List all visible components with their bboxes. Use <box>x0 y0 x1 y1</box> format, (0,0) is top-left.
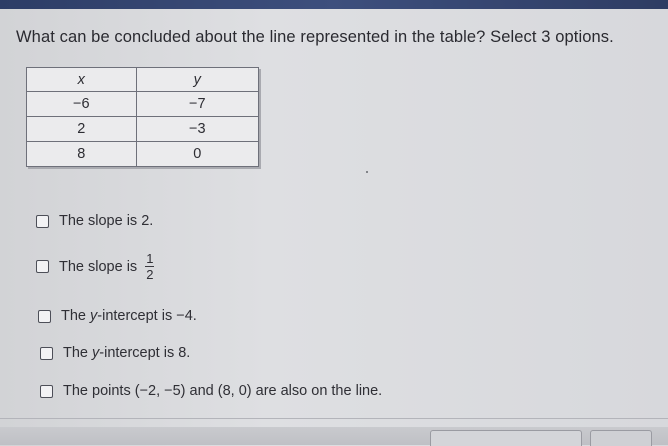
table-cell-y: −7 <box>136 92 258 117</box>
xy-table <box>26 67 259 167</box>
option-label <box>61 308 197 324</box>
option-label-prefix: The <box>63 345 93 361</box>
checkbox[interactable] <box>38 310 51 323</box>
column-header-x: x <box>27 68 137 92</box>
option-label <box>63 345 190 361</box>
fraction-denominator: 2 <box>146 267 154 282</box>
checkbox[interactable] <box>36 215 49 228</box>
screen-speck <box>366 171 368 173</box>
option-label-suffix: -intercept is −4. <box>97 308 197 324</box>
variable-y: y <box>90 308 98 324</box>
option-y-intercept-neg4[interactable] <box>38 308 197 324</box>
checkbox[interactable] <box>36 260 49 273</box>
question-prompt: What can be concluded about the line represented in the table? Select 3 options. <box>16 28 614 46</box>
option-label: The slope is 2. <box>59 213 154 229</box>
option-label: The points (−2, −5) and (8, 0) are also on the line. <box>63 383 383 399</box>
bottom-toolbar-button[interactable] <box>590 430 652 446</box>
table-cell-x: 8 <box>27 142 137 167</box>
bottom-toolbar-button[interactable] <box>430 430 582 446</box>
table-header-row <box>27 68 259 92</box>
top-banner <box>0 0 668 9</box>
table-row <box>27 117 259 142</box>
option-y-intercept-8[interactable] <box>40 345 190 361</box>
variable-y: y <box>92 345 100 361</box>
fraction <box>145 252 154 281</box>
table-cell-x: 2 <box>27 117 137 142</box>
table-row <box>27 142 259 167</box>
option-points-on-line[interactable] <box>40 383 382 399</box>
table-cell-y: 0 <box>136 142 258 167</box>
option-label-prefix: The <box>61 308 91 324</box>
option-label: The slope is <box>59 258 138 275</box>
column-header-y: y <box>136 68 258 92</box>
divider <box>0 418 668 419</box>
checkbox[interactable] <box>40 347 53 360</box>
option-slope-2[interactable] <box>36 213 153 229</box>
table-row <box>27 92 259 117</box>
table-cell-y: −3 <box>136 117 258 142</box>
table-cell-x: −6 <box>27 92 137 117</box>
fraction-numerator: 1 <box>146 251 154 266</box>
option-slope-one-half[interactable] <box>36 252 154 281</box>
option-label-suffix: -intercept is 8. <box>99 345 191 361</box>
checkbox[interactable] <box>40 385 53 398</box>
